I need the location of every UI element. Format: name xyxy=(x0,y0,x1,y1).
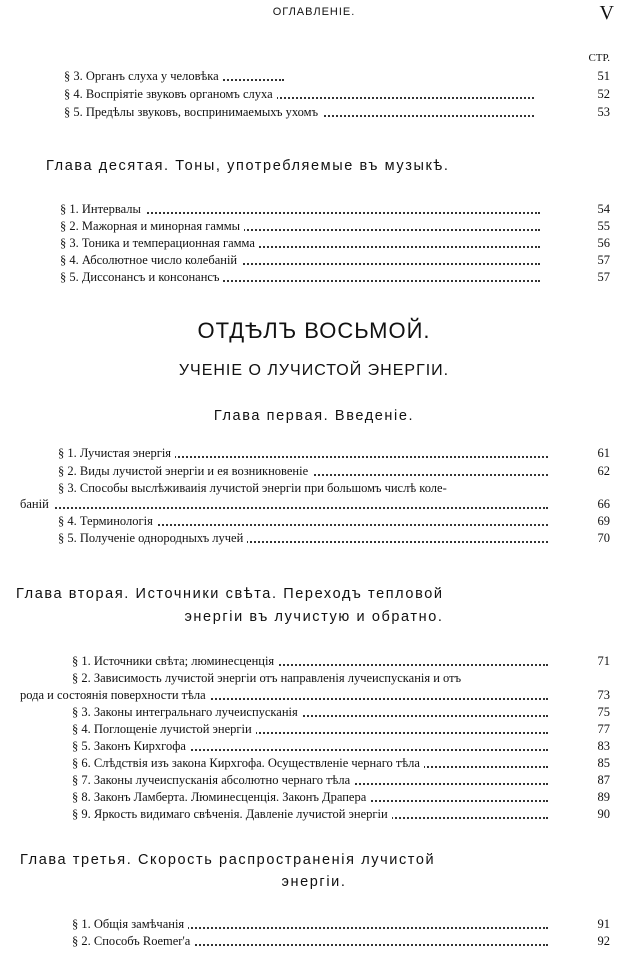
toc-entry xyxy=(60,234,540,252)
toc-entry xyxy=(72,652,548,670)
toc-page-number: 85 xyxy=(597,756,610,770)
chapter-heading: Глава вторая. Источники свѣта. Переходъ тепловой xyxy=(16,586,444,602)
toc-page-number: 91 xyxy=(597,917,610,931)
toc-entry-text: § 1. Общія замѣчанія xyxy=(72,917,188,931)
toc-entry-text: § 3. Органъ слуха у человѣка xyxy=(64,69,223,83)
toc-entry xyxy=(60,268,540,286)
toc-entry-text: § 5. Законъ Кирхгофа xyxy=(72,739,190,753)
leader-dots xyxy=(20,507,548,509)
toc-entry-text: § 1. Источники свѣта; люминесценція xyxy=(72,654,278,668)
toc-entry xyxy=(64,67,284,85)
toc-page-number: 54 xyxy=(597,202,610,216)
toc-entry xyxy=(58,444,548,462)
toc-entry xyxy=(60,200,540,218)
toc-entry-text: § 7. Законы лучеиспусканія абсолютно чернаго тѣла xyxy=(72,773,354,787)
toc-page-number: 55 xyxy=(597,219,610,233)
toc-page-number: 69 xyxy=(597,514,610,528)
chapter-heading: Глава третья. Скорость распространенія лучистой xyxy=(20,852,436,868)
chapter-heading-cont: энергіи въ лучистую и обратно. xyxy=(184,609,444,625)
toc-entry xyxy=(72,788,548,806)
toc-entry xyxy=(20,495,548,513)
toc-page-number: 53 xyxy=(597,105,610,119)
toc-page-number: 73 xyxy=(597,688,610,702)
toc-entry xyxy=(72,805,548,823)
toc-entry-text: § 4. Воспріятіе звуковъ органомъ слуха xyxy=(64,87,277,101)
toc-entry-text: § 3. Способы выслѣживаиія лучистой энергіи при большомъ числѣ коле- xyxy=(58,481,447,495)
toc-entry-text: § 6. Слѣдствія изъ закона Кирхгофа. Осуществленіе чернаго тѣла xyxy=(72,756,424,770)
toc-entry xyxy=(72,754,548,772)
chapter-heading: Глава первая. Введеніе. xyxy=(213,408,415,424)
page-column-label: СТР. xyxy=(588,52,610,64)
toc-entry-text: § 8. Законъ Ламберта. Люминесценція. Законъ Драпера xyxy=(72,790,370,804)
toc-entry-text: § 5. Предѣлы звуковъ, воспринимаемыхъ ухомъ xyxy=(64,105,322,119)
toc-entry-text: § 3. Тоника и темперационная гамма xyxy=(60,236,259,250)
toc-page-number: 51 xyxy=(597,69,610,83)
toc-page-number: 87 xyxy=(597,773,610,787)
toc-entry-text: § 2. Мажорная и минорная гаммы xyxy=(60,219,244,233)
toc-entry-text: § 4. Терминологія xyxy=(58,514,157,528)
toc-entry-text: рода и состоянія поверхности тѣла xyxy=(20,688,210,702)
section-title: ОТДѢЛЪ ВОСЬМОЙ. xyxy=(197,318,431,343)
toc-entry xyxy=(58,529,548,547)
toc-page-number: 90 xyxy=(597,807,610,821)
toc-entry-text: баній xyxy=(20,497,53,511)
toc-entry xyxy=(58,462,548,480)
toc-entry xyxy=(64,103,534,121)
toc-entry-text: § 3. Законы интегральнаго лучеиспусканія xyxy=(72,705,302,719)
toc-entry-text: § 2. Зависимость лучистой энергіи отъ направленія лучеиспусканія и отъ xyxy=(72,671,462,685)
toc-entry xyxy=(72,720,548,738)
toc-entry xyxy=(64,85,534,103)
toc-entry-text: § 2. Виды лучистой энергіи и ея возникновеніе xyxy=(58,464,312,478)
toc-entry xyxy=(72,703,548,721)
running-header: ОГЛАВЛЕНІЕ. xyxy=(272,6,356,18)
toc-page-number: 77 xyxy=(597,722,610,736)
toc-entry-text: § 1. Интервалы xyxy=(60,202,145,216)
toc-page-number: 62 xyxy=(597,464,610,478)
toc-page-number: 75 xyxy=(597,705,610,719)
toc-page-number: 57 xyxy=(597,270,610,284)
page-number-roman: V xyxy=(599,2,614,24)
toc-entry xyxy=(20,686,548,704)
toc-page-number: 66 xyxy=(597,497,610,511)
toc-entry xyxy=(72,771,548,789)
toc-entry xyxy=(72,737,548,755)
toc-page-number: 71 xyxy=(597,654,610,668)
toc-page-number: 61 xyxy=(597,446,610,460)
toc-page-number: 92 xyxy=(597,934,610,948)
toc-entry xyxy=(60,217,540,235)
toc-entry-text: § 4. Поглощеніе лучистой энергіи xyxy=(72,722,256,736)
chapter-heading-cont: энергіи. xyxy=(281,874,347,890)
toc-entry-text: § 5. Полученіе однородныхъ лучей xyxy=(58,531,247,545)
toc-entry-text: § 2. Способъ Roemer'a xyxy=(72,934,194,948)
section-subtitle: УЧЕНІЕ О ЛУЧИСТОЙ ЭНЕРГІИ. xyxy=(178,362,450,379)
toc-page-number: 70 xyxy=(597,531,610,545)
toc-entry xyxy=(58,512,548,530)
toc-page-number: 56 xyxy=(597,236,610,250)
toc-entry-text: § 5. Диссонансъ и консонансъ xyxy=(60,270,223,284)
toc-page-number: 89 xyxy=(597,790,610,804)
toc-page-number: 83 xyxy=(597,739,610,753)
toc-entry-text: § 9. Яркость видимаго свѣченія. Давленіе лучистой энергіи xyxy=(72,807,392,821)
chapter-heading: Глава десятая. Тоны, употребляемые въ музыкѣ. xyxy=(46,158,450,174)
toc-entry xyxy=(60,251,540,269)
toc-entry-text: § 4. Абсолютное число колебаній xyxy=(60,253,241,267)
toc-page-number: 52 xyxy=(597,87,610,101)
toc-page-number: 57 xyxy=(597,253,610,267)
toc-entry xyxy=(72,932,548,950)
toc-entry-text: § 1. Лучистая энергія xyxy=(58,446,175,460)
toc-entry xyxy=(72,915,548,933)
